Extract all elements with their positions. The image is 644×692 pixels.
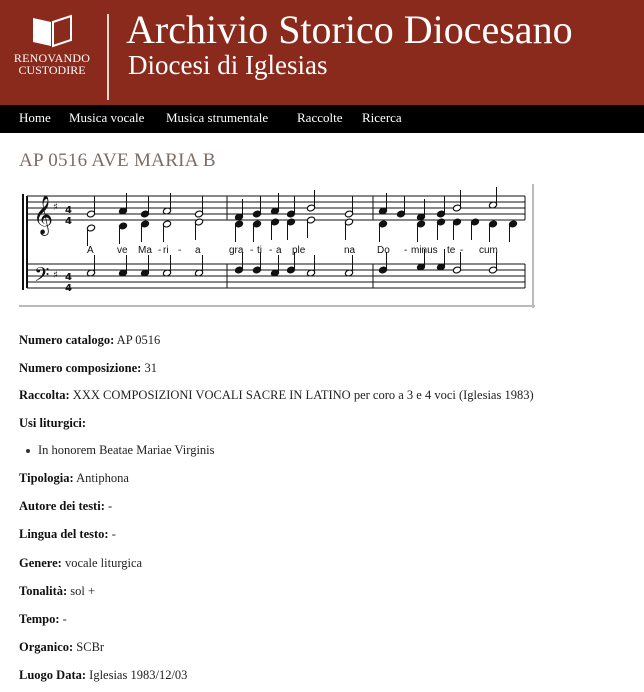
bass-clef-icon: 𝄢	[34, 263, 50, 291]
lyric-separator: -	[269, 245, 273, 256]
field-value: AP 0516	[116, 333, 161, 347]
field-tonalita	[19, 584, 95, 599]
field-label: Numero composizione:	[19, 361, 142, 375]
lyric-separator: -	[178, 245, 182, 256]
lyric: cum	[479, 245, 498, 256]
lyric: ple	[292, 245, 306, 256]
field-label: Numero catalogo:	[19, 333, 115, 347]
field-label: Autore dei testi:	[19, 499, 105, 513]
lyric: ve	[117, 245, 128, 256]
field-tempo	[19, 612, 67, 627]
lyric-separator: -	[404, 245, 408, 256]
field-value: -	[111, 527, 116, 541]
lyric: te	[447, 245, 456, 256]
site-header	[0, 0, 644, 105]
treble-clef-icon: 𝄞	[33, 195, 54, 235]
page-title: AP 0516 AVE MARIA B	[19, 150, 216, 171]
field-value: Iglesias 1983/12/03	[89, 668, 188, 682]
logo-text-line1: RENOVANDO	[13, 51, 91, 65]
score-image	[19, 184, 535, 308]
site-title[interactable]: Archivio Storico Diocesano	[126, 7, 573, 52]
field-raccolta	[19, 388, 534, 403]
field-numero-catalogo	[19, 333, 160, 348]
field-tipologia	[19, 471, 129, 486]
lyric: gra	[229, 245, 244, 256]
sharp-icon: ♯	[53, 202, 58, 213]
field-label: Tonalità:	[19, 584, 68, 598]
time-sig-lower-den: 4	[65, 283, 72, 294]
field-value: sol +	[70, 584, 96, 598]
site-logo[interactable]	[6, 14, 98, 84]
lyric: Do	[377, 245, 390, 256]
field-value: vocale liturgica	[64, 556, 143, 570]
field-autore-dei-testi	[19, 499, 112, 514]
lyric-separator: -	[250, 245, 254, 256]
logo-text-line2: CUSTODIRE	[18, 63, 86, 77]
lyric-separator: -	[460, 245, 464, 256]
field-organico	[19, 640, 104, 655]
lyric: a	[276, 245, 282, 256]
nav-item-home[interactable]: Home	[19, 110, 51, 125]
field-label: Usi liturgici:	[19, 416, 87, 430]
field-label: Organico:	[19, 640, 74, 654]
field-usi-liturgici	[19, 416, 86, 431]
field-lingua-del-testo	[19, 527, 116, 542]
lyric: a	[195, 245, 201, 256]
sharp-icon: ♯	[53, 270, 58, 281]
time-sig-lower-num: 4	[65, 272, 72, 283]
field-genere	[19, 556, 142, 571]
field-numero-composizione	[19, 361, 157, 376]
time-sig-upper-num: 4	[65, 205, 72, 216]
field-luogo-data	[19, 668, 187, 683]
field-label: Tempo:	[19, 612, 60, 626]
nav-item-ricerca[interactable]: Ricerca	[362, 110, 402, 125]
field-value: SCBr	[76, 640, 105, 654]
field-label: Tipologia:	[19, 471, 74, 485]
field-label: Lingua del testo:	[19, 527, 109, 541]
lyric-separator: -	[158, 245, 162, 256]
lyric: minus	[411, 245, 438, 256]
nav-item-raccolte[interactable]: Raccolte	[297, 110, 343, 125]
site-subtitle: Diocesi di Iglesias	[128, 50, 328, 80]
usi-liturgici-value: In honorem Beatae Mariae Virginis	[38, 443, 215, 457]
main-nav	[0, 105, 644, 133]
nav-item-musica-vocale[interactable]: Musica vocale	[69, 110, 145, 125]
time-sig-upper-den: 4	[65, 216, 72, 227]
field-value: 31	[144, 361, 157, 375]
lyric: ti	[257, 245, 262, 256]
field-value: -	[62, 612, 67, 626]
field-label: Luogo Data:	[19, 668, 87, 682]
lyric: Ma	[138, 245, 152, 256]
lyric: A	[87, 245, 94, 256]
nav-item-musica-strumentale[interactable]: Musica strumentale	[166, 110, 269, 125]
lyric: ri	[163, 245, 169, 256]
book-icon	[29, 14, 75, 48]
header-divider	[107, 14, 109, 100]
field-label: Raccolta:	[19, 388, 70, 402]
field-value: -	[107, 499, 113, 513]
list-item	[26, 443, 215, 458]
bullet-icon	[26, 449, 30, 453]
raccolta-link[interactable]: XXX COMPOSIZIONI VOCALI SACRE IN LATINO per coro a 3 e 4 voci (Iglesias 1983)	[72, 388, 534, 402]
lyric: na	[344, 245, 356, 256]
field-value: Antiphona	[76, 471, 129, 485]
field-label: Genere:	[19, 556, 62, 570]
